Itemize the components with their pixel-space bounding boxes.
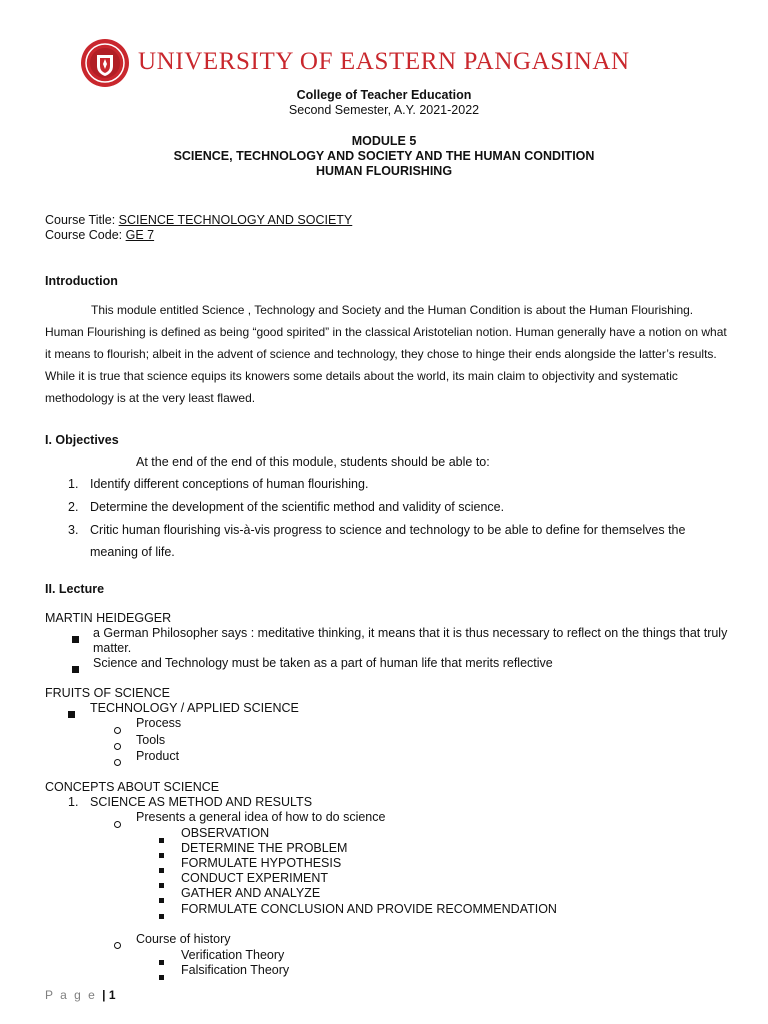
university-name: UNIVERSITY OF EASTERN PANGASINAN	[138, 48, 630, 75]
concepts-title: CONCEPTS ABOUT SCIENCE	[45, 780, 220, 794]
small-square-bullet-icon	[159, 906, 164, 924]
page-footer	[45, 988, 116, 1002]
intro-line: it means to flourish; albeit in the advent of science and technology, they chose to hinge their ends alongside the latter’s results.	[45, 347, 717, 361]
method-step: CONDUCT EXPERIMENT	[181, 871, 329, 885]
heidegger-title: MARTIN HEIDEGGER	[45, 611, 172, 625]
small-square-bullet-icon	[159, 967, 164, 985]
square-bullet-icon	[72, 630, 79, 648]
intro-line: While it is true that science equips its knowers some details about the world, its main claim to objectivity and systematic	[45, 369, 678, 383]
objective-number: 2.	[68, 500, 79, 514]
circle-bullet-icon	[114, 753, 121, 771]
circle-bullet-icon	[114, 815, 121, 833]
intro-line: This module entitled Science , Technology and Society and the Human Condition is about the Human Flourishing.	[91, 303, 694, 317]
fruits-title: FRUITS OF SCIENCE	[45, 686, 171, 700]
square-bullet-icon	[72, 660, 79, 678]
fruits-subitem: Process	[136, 716, 182, 730]
method-step: DETERMINE THE PROBLEM	[181, 841, 348, 855]
method-step: FORMULATE CONCLUSION AND PROVIDE RECOMMENDATION	[181, 902, 557, 916]
introduction-paragraph	[45, 299, 725, 409]
heidegger-bullet-1-continued: matter.	[93, 641, 132, 655]
theory-item: Falsification Theory	[181, 963, 290, 977]
theory-item: Verification Theory	[181, 948, 285, 962]
objective-text: Determine the development of the scientific method and validity of science.	[90, 500, 505, 514]
fruits-subitem: Tools	[136, 733, 166, 747]
objective-text: Identify different conceptions of human flourishing.	[90, 477, 369, 491]
objective-item	[68, 519, 708, 563]
objectives-intro: At the end of the end of this module, students should be able to:	[136, 455, 490, 469]
concepts-subitem: Course of history	[136, 932, 231, 946]
university-seal-icon	[80, 38, 130, 88]
lecture-heading: II. Lecture	[45, 582, 105, 596]
course-code-label: Course Code:	[45, 228, 126, 242]
introduction-heading: Introduction	[45, 274, 118, 288]
module-subtitle: HUMAN FLOURISHING	[315, 164, 453, 178]
concepts-item: SCIENCE AS METHOD AND RESULTS	[90, 795, 313, 809]
objective-text-continued: meaning of life.	[90, 545, 175, 559]
module-number: MODULE 5	[351, 134, 417, 148]
course-code-line	[45, 228, 154, 243]
course-title-value: SCIENCE TECHNOLOGY AND SOCIETY	[118, 213, 353, 227]
college-name: College of Teacher Education	[296, 88, 472, 102]
objective-item	[68, 473, 708, 495]
objective-item	[68, 496, 708, 518]
course-title-line	[45, 213, 352, 228]
concepts-item-number: 1.	[68, 795, 79, 809]
square-bullet-icon	[68, 705, 75, 723]
method-step: OBSERVATION	[181, 826, 270, 840]
objective-number: 1.	[68, 477, 79, 491]
circle-bullet-icon	[114, 936, 121, 954]
intro-line: methodology is at the very least flawed.	[45, 391, 256, 405]
course-code-value: GE 7	[125, 228, 155, 242]
page-label: P a g e	[45, 988, 97, 1002]
objective-number: 3.	[68, 523, 79, 537]
course-title-label: Course Title:	[45, 213, 119, 227]
university-header	[80, 38, 630, 88]
semester: Second Semester, A.Y. 2021-2022	[288, 103, 480, 117]
fruits-bullet: TECHNOLOGY / APPLIED SCIENCE	[90, 701, 299, 715]
method-step: FORMULATE HYPOTHESIS	[181, 856, 342, 870]
page-number: | 1	[102, 988, 116, 1002]
intro-line: Human Flourishing is defined as being “good spirited” in the classical Aristotelian notion. Human generally have a notion on what	[45, 325, 727, 339]
module-title: SCIENCE, TECHNOLOGY AND SOCIETY AND THE HUMAN CONDITION	[173, 149, 595, 163]
heidegger-bullet-1: a German Philosopher says : meditative thinking, it means that it is thus necessary to reflect on the things that truly	[93, 626, 728, 640]
objectives-heading: I. Objectives	[45, 433, 119, 447]
concepts-subitem: Presents a general idea of how to do science	[136, 810, 386, 824]
method-step: GATHER AND ANALYZE	[181, 886, 321, 900]
objective-text: Critic human flourishing vis-à-vis progress to science and technology to be able to define for themselves the	[90, 523, 686, 537]
fruits-subitem: Product	[136, 749, 180, 763]
heidegger-bullet-2: Science and Technology must be taken as a part of human life that merits reflective	[93, 656, 553, 670]
